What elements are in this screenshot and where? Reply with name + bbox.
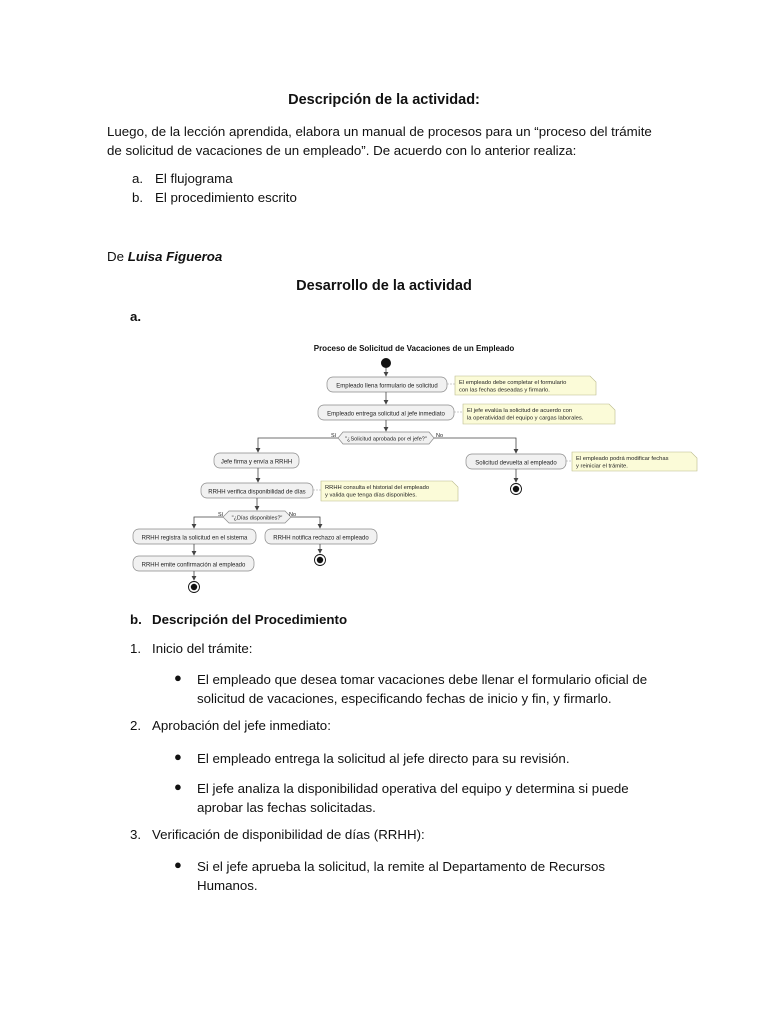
step-number: 2. (130, 718, 142, 733)
step-number: 3. (130, 827, 142, 842)
flowchart-diagram (120, 332, 710, 598)
decision-boss-label: "¿Solicitud aprobada por el jefe?" (345, 436, 427, 443)
bullet-line: El empleado entrega la solicitud al jefe directo para su revisión. (197, 751, 570, 766)
bullet-icon: ● (174, 857, 182, 872)
note-1-line-1: El empleado debe completar el formulario (459, 380, 567, 386)
branch-yes-label: Sí (331, 433, 337, 439)
development-title: Desarrollo de la actividad (296, 278, 472, 294)
author-name: Luisa Figueroa (127, 249, 223, 264)
note-4-line-1: RRHH consulta el historial del empleado (325, 485, 430, 491)
task-item (132, 171, 143, 186)
section-b-title: Descripción del Procedimiento (152, 612, 348, 627)
step-bullet (197, 857, 605, 895)
branch-no-label: No (289, 512, 297, 518)
step-title: Aprobación del jefe inmediato: (152, 718, 331, 733)
step-bullet (197, 749, 570, 768)
task-marker: b. (132, 190, 144, 205)
bullet-line: Si el jefe aprueba la solicitud, la remite al Departamento de Recursos (197, 859, 605, 874)
section-a-label: a. (130, 309, 142, 324)
author-line (107, 249, 222, 264)
bullet-icon: ● (174, 749, 182, 764)
start-node (381, 358, 391, 368)
note-2-line-1: El jefe evalúa la solicitud de acuerdo con (467, 408, 573, 414)
step-bullet (197, 779, 629, 817)
activity-title: Descripción de la actividad: (288, 92, 480, 108)
task-marker: a. (132, 171, 144, 186)
branch-no-label: No (436, 433, 444, 439)
branch-yes-label: Sí (218, 512, 224, 518)
note-1-line-2: con las fechas deseadas y firmarlo. (459, 387, 550, 394)
node-boss-signs-label: Jefe firma y envía a RRHH (220, 459, 293, 466)
bullet-icon: ● (174, 670, 182, 685)
note-3-line-2: y reiniciar el trámite. (576, 463, 628, 470)
step-title: Verificación de disponibilidad de días (RRHH): (152, 827, 425, 842)
node-returned-label: Solicitud devuelta al empleado (475, 460, 557, 467)
node-hr-registers-label: RRHH registra la solicitud en el sistema (141, 535, 248, 542)
task-text: El flujograma (155, 171, 233, 186)
intro-line-1: Luego, de la lección aprendida, elabora un manual de procesos para un “proceso del trámite (107, 124, 652, 139)
bullet-line: Humanos. (197, 878, 258, 893)
intro-line-2: de solicitud de vacaciones de un empleado”. De acuerdo con lo anterior realiza: (107, 143, 577, 158)
node-fill-form-label: Empleado llena formulario de solicitud (336, 383, 438, 390)
bullet-line: El empleado que desea tomar vacaciones debe llenar el formulario oficial de (197, 672, 648, 687)
step-title: Inicio del trámite: (152, 641, 253, 656)
note-4-line-2: y valida que tenga días disponibles. (325, 492, 417, 499)
decision-days-label: "¿Días disponibles?" (231, 515, 283, 522)
section-b-marker: b. (130, 612, 142, 627)
author-prefix: De (107, 249, 124, 264)
bullet-line: aprobar las fechas solicitadas. (197, 800, 376, 815)
diagram-title: Proceso de Solicitud de Vacaciones de un Empleado (313, 344, 515, 353)
note-2-line-2: la operatividad del equipo y cargas laborales. (467, 415, 584, 422)
node-deliver-label: Empleado entrega solicitud al jefe inmediato (327, 411, 445, 418)
bullet-icon: ● (174, 779, 182, 794)
node-hr-confirms-label: RRHH emite confirmación al empleado (141, 562, 246, 569)
note-3-line-1: El empleado podrá modificar fechas (576, 456, 669, 462)
bullet-line: El jefe analiza la disponibilidad operativa del equipo y determina si puede (197, 781, 629, 796)
task-item (132, 190, 143, 205)
node-hr-rejects-label: RRHH notifica rechazo al empleado (273, 535, 369, 542)
node-hr-verifies-label: RRHH verifica disponibilidad de días (208, 489, 306, 496)
intro-paragraph (107, 122, 707, 160)
step-bullet (197, 670, 647, 708)
task-text: El procedimiento escrito (155, 190, 297, 205)
step-number: 1. (130, 641, 142, 656)
bullet-line: solicitud de vacaciones, especificando fechas de inicio y fin, y firmarlo. (197, 691, 612, 706)
